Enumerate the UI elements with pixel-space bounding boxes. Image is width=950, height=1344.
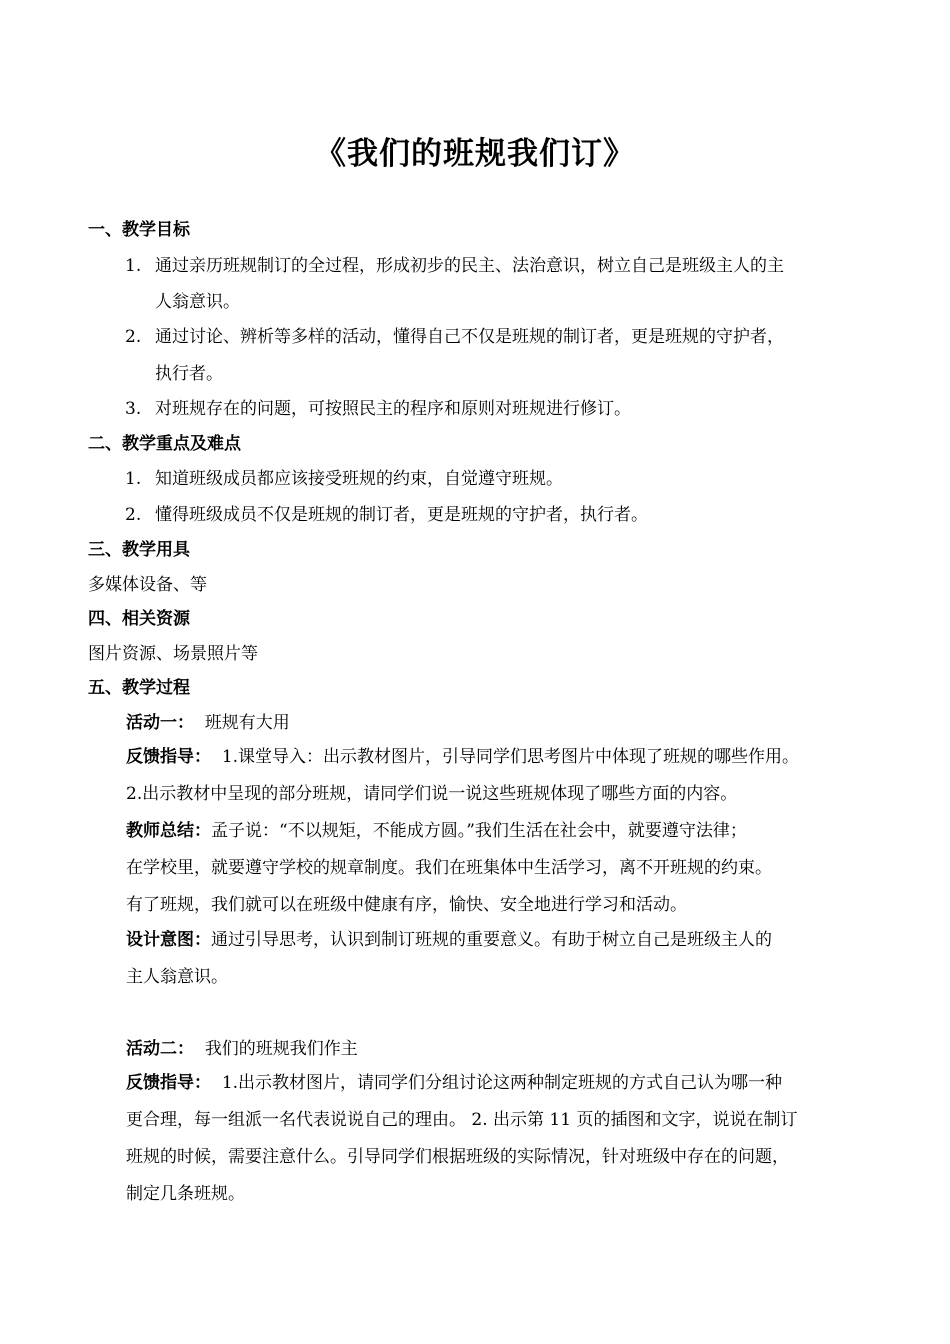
activity-1-summary [126, 819, 747, 843]
list-text: 知道班级成员都应该接受班规的约束，自觉遵守班规。 [155, 469, 563, 489]
activity-1-feedback [126, 745, 799, 769]
activity-2-feedback [126, 1071, 782, 1095]
objective-item-1 [125, 254, 784, 278]
activity-2-feedback-cont-3: 制定几条班规。 [126, 1184, 245, 1204]
list-number: 2. [125, 327, 142, 347]
section-heading-resources: 四、相关资源 [88, 609, 190, 629]
list-text: 通过讨论、辨析等多样的活动，懂得自己不仅是班规的制订者，更是班规的守护者， [155, 327, 784, 347]
intent-text: 通过引导思考，认识到制订班规的重要意义。有助于树立自己是班级主人的 [211, 930, 772, 950]
feedback-label: 反馈指导： [126, 747, 211, 767]
section-heading-key-points: 二、教学重点及难点 [88, 434, 241, 454]
activity-2-feedback-cont-1: 更合理，每一组派一名代表说说自己的理由。 2. 出示第 11 页的插图和文字，说说在制订 [126, 1110, 798, 1130]
list-number: 1. [125, 256, 142, 276]
feedback-text: 1.出示教材图片，请同学们分组讨论这两种制定班规的方式自己认为哪一种 [221, 1073, 783, 1093]
activity-1-summary-cont-2: 有了班规，我们就可以在班级中健康有序，愉快、安全地进行学习和活动。 [126, 895, 687, 915]
activity-name: 班规有大用 [204, 713, 290, 733]
summary-label: 教师总结： [126, 821, 211, 841]
key-point-item-2 [125, 503, 648, 527]
objective-item-3 [125, 397, 631, 421]
objective-item-2 [125, 325, 784, 349]
resources-text: 图片资源、场景照片等 [88, 644, 258, 664]
activity-1-title [126, 711, 290, 735]
activity-2-title [126, 1037, 358, 1061]
tools-text: 多媒体设备、等 [88, 575, 207, 595]
summary-text: 孟子说：“不以规矩，不能成方圆。”我们生活在社会中，就要遵守法律； [211, 821, 747, 841]
activity-label: 活动一： [126, 713, 194, 733]
key-point-item-1 [125, 467, 563, 491]
intent-label: 设计意图： [126, 930, 211, 950]
list-text: 对班规存在的问题，可按照民主的程序和原则对班规进行修订。 [155, 399, 631, 419]
activity-1-intent [126, 928, 772, 952]
list-text: 通过亲历班规制订的全过程，形成初步的民主、法治意识，树立自己是班级主人的主 [155, 256, 784, 276]
activity-1-intent-cont: 主人翁意识。 [126, 967, 228, 987]
feedback-text: 1.课堂导入：出示教材图片，引导同学们思考图片中体现了班规的哪些作用。 [221, 747, 800, 767]
activity-1-feedback-cont: 2.出示教材中呈现的部分班规，请同学们说一说这些班规体现了哪些方面的内容。 [126, 784, 738, 804]
list-number: 3. [125, 399, 142, 419]
list-number: 2. [125, 505, 142, 525]
list-text: 懂得班级成员不仅是班规的制订者，更是班规的守护者，执行者。 [155, 505, 648, 525]
section-heading-process: 五、教学过程 [88, 678, 190, 698]
page-title: 《我们的班规我们订》 [315, 136, 635, 172]
activity-2-feedback-cont-2: 班规的时候，需要注意什么。引导同学们根据班级的实际情况，针对班级中存在的问题， [126, 1147, 789, 1167]
objective-item-1-cont: 人翁意识。 [155, 292, 240, 312]
feedback-label: 反馈指导： [126, 1073, 211, 1093]
activity-label: 活动二： [126, 1039, 194, 1059]
activity-name: 我们的班规我们作主 [204, 1039, 358, 1059]
section-heading-objectives: 一、教学目标 [88, 220, 190, 240]
activity-1-summary-cont-1: 在学校里，就要遵守学校的规章制度。我们在班集体中生活学习，离不开班规的约束。 [126, 858, 772, 878]
objective-item-2-cont: 执行者。 [155, 364, 223, 384]
list-number: 1. [125, 469, 142, 489]
section-heading-tools: 三、教学用具 [88, 540, 190, 560]
